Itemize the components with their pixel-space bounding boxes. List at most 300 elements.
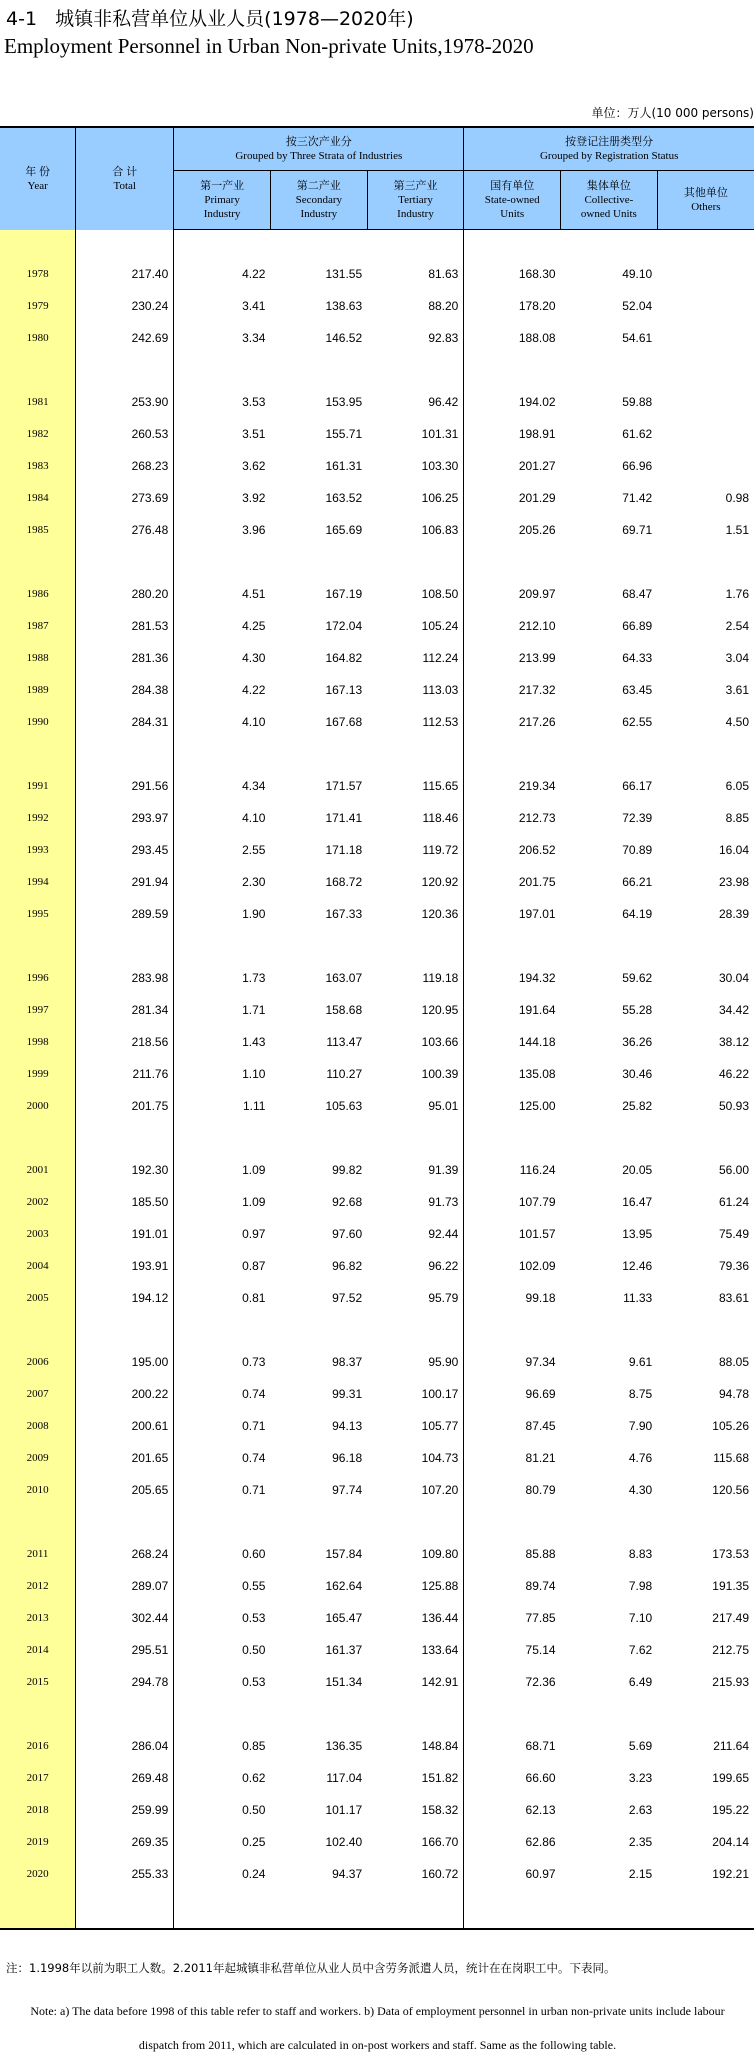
cell-secondary: 97.52 xyxy=(332,1291,363,1305)
header-state-cn: 国有单位 xyxy=(490,180,535,192)
header-collective-cn: 集体单位 xyxy=(586,180,631,192)
cell-state: 213.99 xyxy=(518,651,556,665)
cell-others xyxy=(657,450,754,482)
cell-others: 6.05 xyxy=(725,779,749,793)
cell-primary: 0.87 xyxy=(242,1259,266,1273)
cell-state: 197.01 xyxy=(518,907,556,921)
cell-tertiary: 120.95 xyxy=(367,994,464,1026)
table-row xyxy=(0,706,754,738)
spacer-cell xyxy=(174,230,271,259)
cell-primary: 3.53 xyxy=(242,395,266,409)
cell-others: 1.51 xyxy=(725,523,749,537)
cell-others: 204.14 xyxy=(712,1835,749,1849)
cell-others: 195.22 xyxy=(712,1803,749,1817)
spacer-cell xyxy=(657,1314,754,1346)
cell-secondary: 153.95 xyxy=(325,395,363,409)
spacer-row xyxy=(0,1506,754,1538)
cell-others: 4.50 xyxy=(725,715,749,729)
header-tertiary xyxy=(367,171,464,230)
cell-others: 61.24 xyxy=(718,1195,749,1209)
header-primary-cn: 第一产业 xyxy=(200,180,245,192)
spacer-cell xyxy=(174,1122,271,1154)
table-row xyxy=(0,1346,754,1378)
cell-tertiary: 112.24 xyxy=(367,642,464,674)
cell-secondary: 165.47 xyxy=(325,1611,363,1625)
cell-tertiary: 119.18 xyxy=(367,962,464,994)
cell-collective: 66.17 xyxy=(622,779,653,793)
cell-others: 23.98 xyxy=(718,875,749,889)
table-row xyxy=(0,1250,754,1282)
cell-tertiary: 106.83 xyxy=(367,514,464,546)
cell-state: 66.60 xyxy=(525,1771,556,1785)
cell-state: 85.88 xyxy=(525,1547,556,1561)
cell-total: 283.98 xyxy=(76,962,174,994)
table-title-cn xyxy=(6,4,414,31)
table-row xyxy=(0,1090,754,1122)
cell-secondary: 94.13 xyxy=(332,1419,363,1433)
cell-others xyxy=(657,418,754,450)
cell-year: 2015 xyxy=(0,1666,76,1698)
cell-year: 1987 xyxy=(0,610,76,642)
cell-total: 269.35 xyxy=(76,1826,174,1858)
spacer-cell xyxy=(561,1314,658,1346)
cell-state: 198.91 xyxy=(518,427,556,441)
cell-secondary: 97.74 xyxy=(332,1483,363,1497)
spacer-cell xyxy=(174,930,271,962)
cell-secondary: 171.18 xyxy=(325,843,363,857)
cell-tertiary: 112.53 xyxy=(367,706,464,738)
cell-secondary: 161.37 xyxy=(325,1643,363,1657)
table-row xyxy=(0,578,754,610)
cell-year: 2011 xyxy=(0,1538,76,1570)
spacer-cell xyxy=(367,738,464,770)
table-body xyxy=(0,230,754,1930)
spacer-cell xyxy=(464,930,561,962)
spacer-cell xyxy=(0,546,76,578)
cell-primary: 4.10 xyxy=(242,811,266,825)
cell-others: 8.85 xyxy=(725,811,749,825)
spacer-row xyxy=(0,1890,754,1929)
cell-secondary: 164.82 xyxy=(325,651,363,665)
cell-state: 60.97 xyxy=(525,1867,556,1881)
cell-collective: 59.62 xyxy=(622,971,653,985)
spacer-cell xyxy=(561,1698,658,1730)
cell-primary: 3.51 xyxy=(242,427,266,441)
cell-year: 2007 xyxy=(0,1378,76,1410)
cell-secondary: 146.52 xyxy=(325,331,363,345)
cell-year: 1980 xyxy=(0,322,76,354)
cell-tertiary: 166.70 xyxy=(367,1826,464,1858)
cell-year: 1993 xyxy=(0,834,76,866)
cell-tertiary: 100.17 xyxy=(367,1378,464,1410)
cell-state: 212.10 xyxy=(518,619,556,633)
cell-total: 280.20 xyxy=(76,578,174,610)
cell-secondary: 94.37 xyxy=(332,1867,363,1881)
cell-state: 62.13 xyxy=(525,1803,556,1817)
table-row xyxy=(0,1602,754,1634)
cell-collective: 2.35 xyxy=(628,1835,653,1849)
cell-total: 273.69 xyxy=(76,482,174,514)
cell-secondary: 92.68 xyxy=(332,1195,363,1209)
cell-others: 3.61 xyxy=(725,683,749,697)
table-row xyxy=(0,514,754,546)
cell-others: 38.12 xyxy=(718,1035,749,1049)
header-state-owned xyxy=(464,171,561,230)
spacer-cell xyxy=(76,546,174,578)
spacer-cell xyxy=(270,1122,367,1154)
cell-others xyxy=(657,290,754,322)
cell-primary: 0.74 xyxy=(242,1451,266,1465)
table-row xyxy=(0,258,754,290)
cell-tertiary: 100.39 xyxy=(367,1058,464,1090)
table-row xyxy=(0,866,754,898)
table-row xyxy=(0,770,754,802)
cell-collective: 36.26 xyxy=(622,1035,653,1049)
cell-secondary: 167.68 xyxy=(325,715,363,729)
table-row xyxy=(0,1186,754,1218)
table-row xyxy=(0,1634,754,1666)
cell-collective: 69.71 xyxy=(622,523,653,537)
unit-label: 单位：万人(10 000 persons) xyxy=(591,106,754,120)
cell-year: 2012 xyxy=(0,1570,76,1602)
table-row xyxy=(0,418,754,450)
cell-collective: 7.90 xyxy=(628,1419,653,1433)
cell-others: 34.42 xyxy=(718,1003,749,1017)
table-header xyxy=(0,127,754,230)
table-title-en: Employment Personnel in Urban Non-private Units,1978-2020 xyxy=(4,34,534,58)
cell-state: 102.09 xyxy=(518,1259,556,1273)
spacer-cell xyxy=(76,1314,174,1346)
cell-primary: 2.55 xyxy=(242,843,266,857)
cell-year: 2000 xyxy=(0,1090,76,1122)
cell-total: 281.36 xyxy=(76,642,174,674)
cell-others: 2.54 xyxy=(725,619,749,633)
table-row xyxy=(0,674,754,706)
table-row xyxy=(0,1730,754,1762)
header-year-en: Year xyxy=(27,179,48,192)
cell-year: 1982 xyxy=(0,418,76,450)
spacer-cell xyxy=(270,546,367,578)
cell-secondary: 131.55 xyxy=(325,267,363,281)
cell-total: 253.90 xyxy=(76,386,174,418)
table-row xyxy=(0,802,754,834)
cell-total: 284.31 xyxy=(76,706,174,738)
cell-others: 120.56 xyxy=(712,1483,749,1497)
cell-primary: 0.55 xyxy=(242,1579,266,1593)
cell-collective: 71.42 xyxy=(622,491,653,505)
table-row xyxy=(0,482,754,514)
header-primary-en2: Industry xyxy=(203,208,241,220)
table-row xyxy=(0,1794,754,1826)
spacer-cell xyxy=(174,1314,271,1346)
spacer-cell xyxy=(561,1506,658,1538)
table-row xyxy=(0,1762,754,1794)
cell-others: 94.78 xyxy=(718,1387,749,1401)
cell-year: 1989 xyxy=(0,674,76,706)
cell-others xyxy=(657,322,754,354)
cell-tertiary: 103.66 xyxy=(367,1026,464,1058)
cell-state: 212.73 xyxy=(518,811,556,825)
table-row xyxy=(0,1442,754,1474)
cell-state: 144.18 xyxy=(518,1035,556,1049)
cell-secondary: 138.63 xyxy=(325,299,363,313)
cell-collective: 49.10 xyxy=(622,267,653,281)
cell-secondary: 113.47 xyxy=(326,1035,363,1049)
cell-tertiary: 151.82 xyxy=(367,1762,464,1794)
cell-tertiary: 96.22 xyxy=(367,1250,464,1282)
table-title-chinese: 城镇非私营单位从业人员(1978—2020年) xyxy=(55,8,414,30)
cell-primary: 0.62 xyxy=(242,1771,266,1785)
header-group-registration xyxy=(464,127,754,171)
spacer-cell xyxy=(367,1698,464,1730)
cell-year: 2008 xyxy=(0,1410,76,1442)
cell-year: 2010 xyxy=(0,1474,76,1506)
spacer-cell xyxy=(0,230,76,259)
spacer-cell xyxy=(561,230,658,259)
cell-year: 2020 xyxy=(0,1858,76,1890)
cell-tertiary: 92.44 xyxy=(367,1218,464,1250)
cell-primary: 1.10 xyxy=(242,1067,266,1081)
cell-collective: 7.98 xyxy=(628,1579,653,1593)
cell-tertiary: 95.79 xyxy=(367,1282,464,1314)
cell-primary: 0.50 xyxy=(242,1803,266,1817)
cell-year: 1999 xyxy=(0,1058,76,1090)
cell-primary: 1.73 xyxy=(242,971,266,985)
spacer-cell xyxy=(174,354,271,386)
cell-state: 191.64 xyxy=(518,1003,556,1017)
cell-tertiary: 108.50 xyxy=(367,578,464,610)
cell-year: 1988 xyxy=(0,642,76,674)
cell-state: 135.08 xyxy=(518,1067,556,1081)
cell-primary: 4.30 xyxy=(242,651,266,665)
cell-year: 2004 xyxy=(0,1250,76,1282)
spacer-cell xyxy=(657,1122,754,1154)
cell-state: 77.85 xyxy=(525,1611,556,1625)
header-collective-en2: owned Units xyxy=(580,208,637,220)
cell-primary: 3.41 xyxy=(242,299,266,313)
spacer-cell xyxy=(464,1890,561,1929)
header-secondary-en1: Secondary xyxy=(295,194,343,206)
cell-others: 173.53 xyxy=(712,1547,749,1561)
cell-secondary: 171.57 xyxy=(325,779,363,793)
spacer-cell xyxy=(657,354,754,386)
spacer-cell xyxy=(464,230,561,259)
spacer-cell xyxy=(0,1314,76,1346)
cell-year: 2001 xyxy=(0,1154,76,1186)
cell-others: 105.26 xyxy=(712,1419,749,1433)
spacer-cell xyxy=(367,1890,464,1929)
cell-total: 200.22 xyxy=(76,1378,174,1410)
cell-total: 284.38 xyxy=(76,674,174,706)
table-row xyxy=(0,1570,754,1602)
cell-state: 80.79 xyxy=(525,1483,556,1497)
header-group-strata xyxy=(174,127,464,171)
cell-others: 211.64 xyxy=(713,1739,749,1753)
spacer-cell xyxy=(0,1506,76,1538)
cell-others: 199.65 xyxy=(712,1771,749,1785)
cell-primary: 1.09 xyxy=(242,1195,266,1209)
cell-total: 201.65 xyxy=(76,1442,174,1474)
spacer-cell xyxy=(367,230,464,259)
cell-total: 268.23 xyxy=(76,450,174,482)
cell-others: 50.93 xyxy=(718,1099,749,1113)
cell-others: 215.93 xyxy=(712,1675,749,1689)
cell-collective: 6.49 xyxy=(628,1675,653,1689)
table-row xyxy=(0,898,754,930)
cell-state: 68.71 xyxy=(525,1739,556,1753)
cell-collective: 68.47 xyxy=(622,587,653,601)
header-year xyxy=(0,127,76,230)
cell-tertiary: 92.83 xyxy=(367,322,464,354)
cell-total: 194.12 xyxy=(76,1282,174,1314)
cell-others: 46.22 xyxy=(718,1067,749,1081)
table-row xyxy=(0,1378,754,1410)
cell-primary: 1.90 xyxy=(242,907,266,921)
cell-tertiary: 101.31 xyxy=(367,418,464,450)
cell-tertiary: 95.01 xyxy=(367,1090,464,1122)
spacer-cell xyxy=(174,738,271,770)
spacer-cell xyxy=(657,546,754,578)
cell-primary: 4.22 xyxy=(242,683,266,697)
cell-total: 281.53 xyxy=(76,610,174,642)
spacer-cell xyxy=(76,230,174,259)
spacer-row xyxy=(0,1122,754,1154)
cell-secondary: 171.41 xyxy=(325,811,363,825)
cell-secondary: 168.72 xyxy=(325,875,363,889)
cell-total: 289.59 xyxy=(76,898,174,930)
spacer-cell xyxy=(464,1506,561,1538)
spacer-cell xyxy=(561,1122,658,1154)
cell-others: 3.04 xyxy=(725,651,749,665)
spacer-cell xyxy=(270,738,367,770)
cell-tertiary: 120.36 xyxy=(367,898,464,930)
header-strata-cn: 按三次产业分 xyxy=(285,136,352,148)
cell-year: 1996 xyxy=(0,962,76,994)
cell-tertiary: 95.90 xyxy=(367,1346,464,1378)
cell-tertiary: 104.73 xyxy=(367,1442,464,1474)
cell-year: 2017 xyxy=(0,1762,76,1794)
cell-year: 1985 xyxy=(0,514,76,546)
spacer-cell xyxy=(0,1122,76,1154)
cell-secondary: 157.84 xyxy=(325,1547,363,1561)
cell-state: 101.57 xyxy=(518,1227,556,1241)
cell-state: 168.30 xyxy=(518,267,556,281)
spacer-row xyxy=(0,930,754,962)
cell-secondary: 165.69 xyxy=(325,523,363,537)
cell-secondary: 151.34 xyxy=(325,1675,363,1689)
cell-others: 192.21 xyxy=(712,1867,749,1881)
spacer-cell xyxy=(270,930,367,962)
cell-year: 1992 xyxy=(0,802,76,834)
cell-collective: 66.89 xyxy=(622,619,653,633)
spacer-cell xyxy=(464,1314,561,1346)
cell-year: 1998 xyxy=(0,1026,76,1058)
cell-year: 2013 xyxy=(0,1602,76,1634)
cell-total: 260.53 xyxy=(76,418,174,450)
cell-others: 16.04 xyxy=(718,843,749,857)
cell-secondary: 158.68 xyxy=(325,1003,363,1017)
header-registration-en: Grouped by Registration Status xyxy=(539,150,679,162)
cell-tertiary: 88.20 xyxy=(367,290,464,322)
cell-primary: 0.53 xyxy=(242,1675,266,1689)
cell-tertiary: 91.73 xyxy=(367,1186,464,1218)
cell-total: 211.76 xyxy=(76,1058,174,1090)
cell-year: 2009 xyxy=(0,1442,76,1474)
spacer-cell xyxy=(657,930,754,962)
cell-year: 2019 xyxy=(0,1826,76,1858)
cell-collective: 5.69 xyxy=(628,1739,653,1753)
cell-tertiary: 158.32 xyxy=(367,1794,464,1826)
cell-total: 269.48 xyxy=(76,1762,174,1794)
cell-year: 1978 xyxy=(0,258,76,290)
header-others xyxy=(657,171,754,230)
spacer-cell xyxy=(561,1890,658,1929)
spacer-cell xyxy=(270,1890,367,1929)
spacer-cell xyxy=(657,738,754,770)
cell-state: 205.26 xyxy=(518,523,556,537)
cell-year: 2018 xyxy=(0,1794,76,1826)
cell-primary: 4.34 xyxy=(242,779,266,793)
cell-secondary: 110.27 xyxy=(326,1067,363,1081)
cell-collective: 70.89 xyxy=(622,843,653,857)
cell-state: 75.14 xyxy=(525,1643,556,1657)
cell-state: 219.34 xyxy=(518,779,556,793)
cell-collective: 4.30 xyxy=(628,1483,653,1497)
cell-state: 89.74 xyxy=(525,1579,556,1593)
cell-others: 217.49 xyxy=(712,1611,749,1625)
cell-secondary: 167.33 xyxy=(325,907,363,921)
table-row xyxy=(0,1826,754,1858)
cell-tertiary: 107.20 xyxy=(367,1474,464,1506)
cell-total: 242.69 xyxy=(76,322,174,354)
cell-tertiary: 103.30 xyxy=(367,450,464,482)
spacer-cell xyxy=(0,1890,76,1929)
spacer-cell xyxy=(270,354,367,386)
cell-others: 56.00 xyxy=(718,1163,749,1177)
cell-total: 295.51 xyxy=(76,1634,174,1666)
table-row xyxy=(0,450,754,482)
cell-primary: 0.74 xyxy=(242,1387,266,1401)
cell-collective: 7.10 xyxy=(628,1611,653,1625)
cell-year: 2005 xyxy=(0,1282,76,1314)
cell-state: 97.34 xyxy=(525,1355,556,1369)
cell-others: 75.49 xyxy=(718,1227,749,1241)
cell-total: 291.94 xyxy=(76,866,174,898)
header-others-cn: 其他单位 xyxy=(683,187,728,199)
cell-total: 302.44 xyxy=(76,1602,174,1634)
spacer-cell xyxy=(270,1314,367,1346)
cell-others: 212.75 xyxy=(712,1643,749,1657)
cell-collective: 63.45 xyxy=(622,683,653,697)
header-secondary-en2: Industry xyxy=(300,208,338,220)
table-row xyxy=(0,1154,754,1186)
cell-tertiary: 115.65 xyxy=(367,770,464,802)
spacer-row xyxy=(0,1314,754,1346)
header-year-cn: 年 份 xyxy=(25,165,51,178)
cell-others xyxy=(657,258,754,290)
table-row xyxy=(0,1666,754,1698)
cell-secondary: 96.18 xyxy=(332,1451,363,1465)
cell-total: 293.45 xyxy=(76,834,174,866)
cell-primary: 0.85 xyxy=(242,1739,266,1753)
spacer-cell xyxy=(561,354,658,386)
spacer-cell xyxy=(0,354,76,386)
cell-tertiary: 160.72 xyxy=(367,1858,464,1890)
employment-table-wrapper xyxy=(0,126,756,1930)
cell-total: 192.30 xyxy=(76,1154,174,1186)
cell-others: 88.05 xyxy=(718,1355,749,1369)
cell-collective: 8.75 xyxy=(628,1387,653,1401)
